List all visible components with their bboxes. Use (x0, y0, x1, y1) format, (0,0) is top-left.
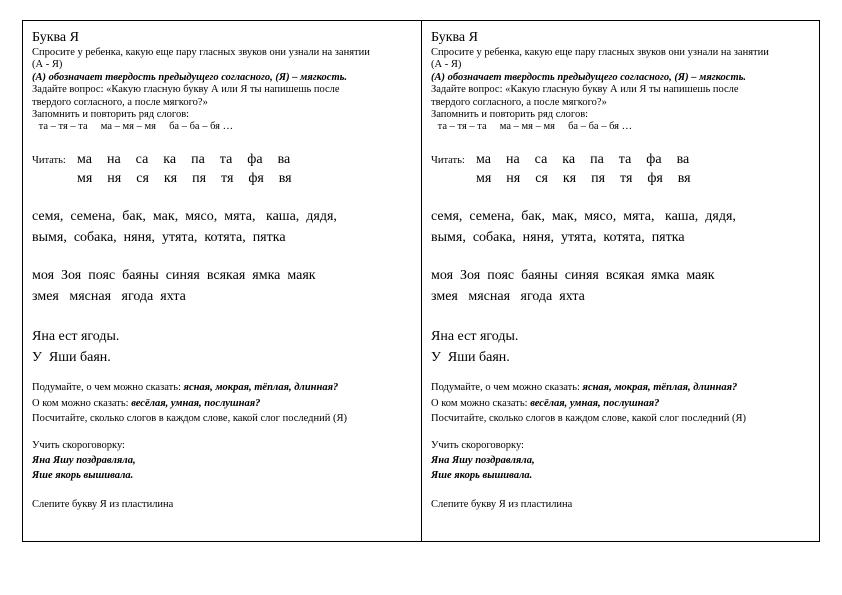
question-line-2: твердого согласного, а после мягкого?» (32, 96, 208, 108)
question-line-2: твердого согласного, а после мягкого?» (431, 96, 607, 108)
read-row-soft: мя ня ся кя пя тя фя вя (77, 171, 292, 187)
read-block (32, 150, 413, 169)
vowel-pair: (А - Я) (431, 59, 462, 71)
words-line-2: вымя, собака, няня, утята, котята, пятка (431, 230, 685, 246)
words-line-4: змея мясная ягода яхта (431, 289, 585, 305)
think-prefix: Подумайте, о чем можно сказать: (32, 382, 184, 394)
card-title: Буква Я (32, 30, 79, 45)
whom-words: весёлая, умная, послушная? (530, 397, 660, 409)
rule-text: (А) обозначает твердость предыдущего согласного, (Я) – мягкость. (431, 71, 747, 83)
remember-instruction: Запомнить и повторить ряд слогов: (431, 109, 589, 121)
card-title: Буква Я (431, 30, 478, 45)
whom-prefix: О ком можно сказать: (32, 397, 132, 409)
whom-question (32, 398, 413, 410)
card-right (421, 21, 819, 541)
tongue-twister-line-1: Яна Яшу поздравляла, (431, 455, 535, 467)
sentence-2: У Яши баян. (431, 350, 510, 366)
words-line-1: семя, семена, бак, мак, мясо, мята, каша, дядя, (32, 209, 337, 225)
read-row-soft: мя ня ся кя пя тя фя вя (476, 171, 691, 187)
question-line-1: Задайте вопрос: «Какую гласную букву А или Я ты напишешь после (32, 84, 340, 96)
words-line-2: вымя, собака, няня, утята, котята, пятка (32, 230, 286, 246)
tongue-twister-label: Учить скороговорку: (32, 439, 125, 451)
tongue-twister-label: Учить скороговорку: (431, 439, 524, 451)
syllable-series: та – тя – та ма – мя – мя ба – ба – бя … (36, 121, 234, 133)
tongue-twister-line-2: Яше якорь вышивала. (32, 470, 134, 482)
read-row-hard: ма на са ка па та фа ва (77, 152, 291, 168)
read-label: Читать: (431, 155, 465, 167)
intro-text: Спросите у ребенка, какую еще пару гласных звуков они узнали на занятии (431, 47, 769, 58)
whom-words: весёлая, умная, послушная? (131, 397, 261, 409)
card-left (23, 21, 421, 541)
whom-prefix: О ком можно сказать: (431, 397, 531, 409)
sentence-2: У Яши баян. (32, 350, 111, 366)
worksheet-table (22, 20, 820, 542)
mold-instruction: Слепите букву Я из пластилина (32, 498, 174, 510)
sentence-1: Яна ест ягоды. (32, 329, 120, 345)
think-question (431, 382, 811, 394)
count-instruction: Посчитайте, сколько слогов в каждом слове, какой слог последний (Я) (32, 413, 347, 425)
whom-question (431, 398, 811, 410)
rule-text: (А) обозначает твердость предыдущего согласного, (Я) – мягкость. (32, 71, 348, 83)
sentence-1: Яна ест ягоды. (431, 329, 519, 345)
remember-instruction: Запомнить и повторить ряд слогов: (32, 109, 190, 121)
words-line-3: моя Зоя пояс баяны синяя всякая ямка маяк (32, 268, 316, 284)
words-line-3: моя Зоя пояс баяны синяя всякая ямка маяк (431, 268, 715, 284)
vowel-pair: (А - Я) (32, 59, 63, 71)
think-prefix: Подумайте, о чем можно сказать: (431, 382, 583, 394)
think-words: ясная, мокрая, тёплая, длинная? (582, 382, 738, 394)
question-line-1: Задайте вопрос: «Какую гласную букву А или Я ты напишешь после (431, 84, 739, 96)
intro-text: Спросите у ребенка, какую еще пару гласных звуков они узнали на занятии (32, 47, 370, 58)
read-label: Читать: (32, 155, 66, 167)
syllable-series: та – тя – та ма – мя – мя ба – ба – бя … (435, 121, 633, 133)
read-row-hard: ма на са ка па та фа ва (476, 152, 690, 168)
words-line-1: семя, семена, бак, мак, мясо, мята, каша, дядя, (431, 209, 736, 225)
tongue-twister-line-2: Яше якорь вышивала. (431, 470, 533, 482)
count-instruction: Посчитайте, сколько слогов в каждом слове, какой слог последний (Я) (431, 413, 746, 425)
tongue-twister-line-1: Яна Яшу поздравляла, (32, 455, 136, 467)
think-words: ясная, мокрая, тёплая, длинная? (183, 382, 339, 394)
read-block (431, 150, 811, 169)
mold-instruction: Слепите букву Я из пластилина (431, 498, 573, 510)
think-question (32, 382, 413, 394)
words-line-4: змея мясная ягода яхта (32, 289, 186, 305)
